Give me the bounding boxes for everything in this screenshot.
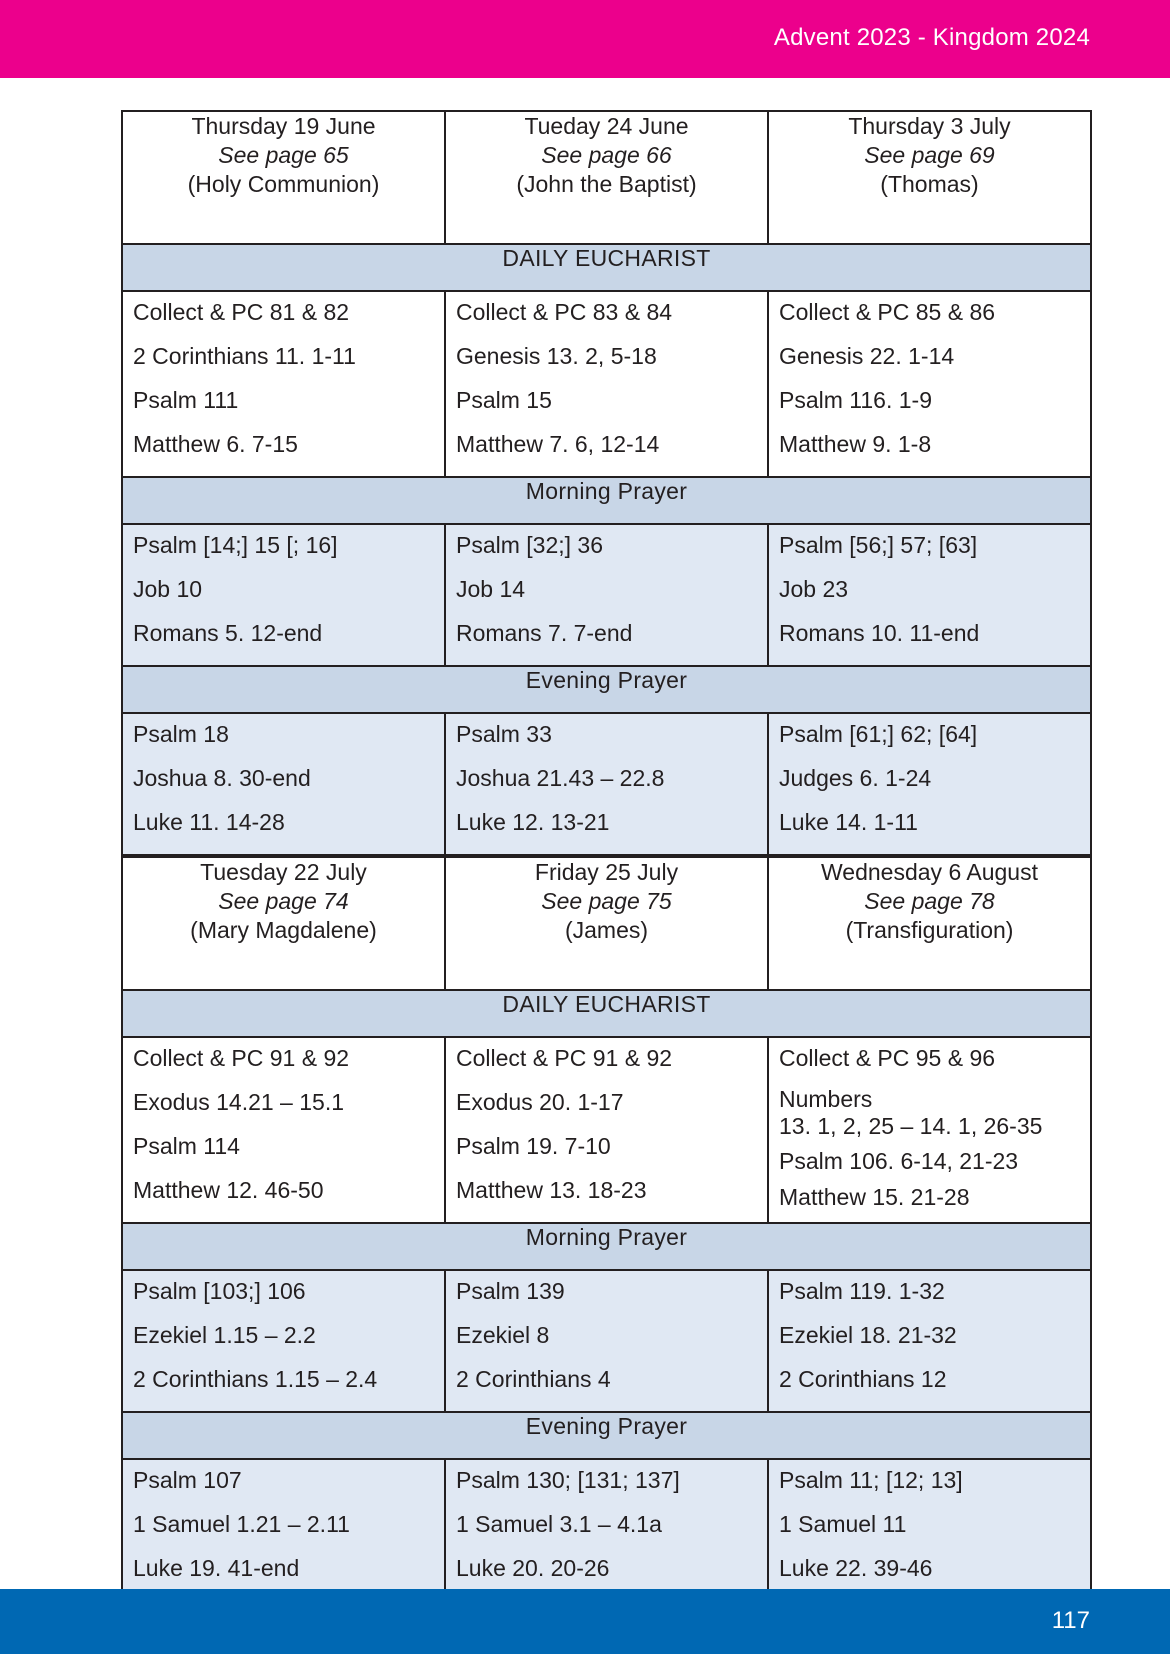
readings-cell — [445, 713, 768, 855]
reading: Genesis 22. 1-14 — [779, 343, 955, 369]
footer-band — [0, 1589, 1170, 1654]
reading: Psalm [56;] 57; [63] — [779, 532, 978, 558]
readings-cell — [445, 1037, 768, 1223]
reading: Collect & PC 83 & 84 — [456, 299, 673, 325]
morning-readings-row — [122, 524, 1091, 666]
header-title: Advent 2023 - Kingdom 2024 — [773, 24, 1090, 51]
reading: Psalm 33 — [456, 721, 552, 747]
day-date: Thursday 3 July — [848, 113, 1011, 139]
section-title: Evening Prayer — [122, 666, 1091, 713]
reading: Psalm [32;] 36 — [456, 532, 604, 558]
reading: Job 14 — [456, 576, 526, 602]
see-page: See page 66 — [541, 142, 672, 168]
eucharist-readings-row — [122, 291, 1091, 477]
reading: Luke 20. 20-26 — [456, 1555, 610, 1581]
reading: Joshua 8. 30-end — [133, 765, 311, 791]
morning-readings-row — [122, 1270, 1091, 1412]
reading: Psalm 107 — [133, 1467, 242, 1493]
evening-readings-row — [122, 713, 1091, 855]
reading: 2 Corinthians 4 — [456, 1366, 611, 1392]
day-header-row — [122, 111, 1091, 244]
reading: Matthew 7. 6, 12-14 — [456, 431, 660, 457]
readings-cell — [122, 291, 445, 477]
readings-cell — [445, 1270, 768, 1412]
day-date: Wednesday 6 August — [821, 859, 1038, 885]
reading: Psalm [14;] 15 [; 16] — [133, 532, 338, 558]
reading: Psalm 15 — [456, 387, 552, 413]
reading: Judges 6. 1-24 — [779, 765, 932, 791]
reading: Collect & PC 85 & 86 — [779, 299, 996, 325]
reading: Luke 14. 1-11 — [779, 809, 918, 835]
evening-readings-row — [122, 1459, 1091, 1601]
eucharist-readings-row — [122, 1037, 1091, 1223]
day-header — [768, 857, 1091, 990]
reading: 1 Samuel 3.1 – 4.1a — [456, 1511, 662, 1537]
see-page: See page 78 — [864, 888, 995, 914]
readings-cell — [768, 1037, 1091, 1223]
reading: Collect & PC 91 & 92 — [456, 1045, 673, 1071]
reading: Joshua 21.43 – 22.8 — [456, 765, 665, 791]
readings-cell — [768, 291, 1091, 477]
reading: Numbers — [779, 1086, 873, 1112]
reading: Ezekiel 1.15 – 2.2 — [133, 1322, 316, 1348]
reading: Psalm 111 — [133, 387, 239, 413]
reading: Romans 7. 7-end — [456, 620, 633, 646]
reading: Matthew 15. 21-28 — [779, 1184, 970, 1210]
reading: Exodus 14.21 – 15.1 — [133, 1089, 344, 1115]
reading: Romans 5. 12-end — [133, 620, 323, 646]
section-title: DAILY EUCHARIST — [122, 990, 1091, 1037]
readings-cell — [122, 1270, 445, 1412]
section-row-morning — [122, 1223, 1091, 1270]
reading: Psalm 106. 6-14, 21-23 — [779, 1148, 1019, 1174]
readings-cell — [445, 524, 768, 666]
section-row-morning — [122, 477, 1091, 524]
day-occasion: (James) — [564, 917, 649, 943]
readings-cell — [768, 524, 1091, 666]
section-title: Morning Prayer — [122, 477, 1091, 524]
readings-cell — [122, 524, 445, 666]
section-row-evening — [122, 666, 1091, 713]
see-page: See page 65 — [218, 142, 349, 168]
day-header — [122, 111, 445, 244]
readings-cell — [768, 1459, 1091, 1601]
see-page: See page 69 — [864, 142, 995, 168]
reading: Matthew 9. 1-8 — [779, 431, 932, 457]
reading: Matthew 12. 46-50 — [133, 1177, 324, 1203]
day-header — [768, 111, 1091, 244]
reading: Psalm 119. 1-32 — [779, 1278, 945, 1304]
reading: Matthew 13. 18-23 — [456, 1177, 647, 1203]
readings-cell — [768, 1270, 1091, 1412]
reading: Ezekiel 18. 21-32 — [779, 1322, 957, 1348]
reading: 2 Corinthians 12 — [779, 1366, 947, 1392]
reading: Exodus 20. 1-17 — [456, 1089, 624, 1115]
see-page: See page 75 — [541, 888, 672, 914]
reading: Romans 10. 11-end — [779, 620, 980, 646]
reading: Psalm 18 — [133, 721, 229, 747]
page-number: 117 — [1051, 1607, 1090, 1634]
reading: Luke 12. 13-21 — [456, 809, 610, 835]
day-occasion: (John the Baptist) — [516, 171, 697, 197]
day-header — [122, 857, 445, 990]
lectionary-table-1 — [121, 110, 1092, 856]
day-date: Friday 25 July — [534, 859, 679, 885]
reading: 1 Samuel 1.21 – 2.11 — [133, 1511, 350, 1537]
section-row-eucharist — [122, 244, 1091, 291]
day-occasion: (Thomas) — [880, 171, 979, 197]
section-row-evening — [122, 1412, 1091, 1459]
day-occasion: (Transfiguration) — [845, 917, 1014, 943]
section-title: DAILY EUCHARIST — [122, 244, 1091, 291]
reading: Genesis 13. 2, 5-18 — [456, 343, 657, 369]
section-row-eucharist — [122, 990, 1091, 1037]
reading: Matthew 6. 7-15 — [133, 431, 298, 457]
reading: Psalm [103;] 106 — [133, 1278, 306, 1304]
readings-cell — [445, 1459, 768, 1601]
reading: Psalm 11; [12; 13] — [779, 1467, 963, 1493]
reading: Collect & PC 95 & 96 — [779, 1045, 996, 1071]
section-title: Evening Prayer — [122, 1412, 1091, 1459]
day-header-row — [122, 857, 1091, 990]
readings-cell — [122, 713, 445, 855]
reading: Psalm 19. 7-10 — [456, 1133, 611, 1159]
reading: Collect & PC 81 & 82 — [133, 299, 350, 325]
readings-cell — [122, 1459, 445, 1601]
reading: Psalm 116. 1-9 — [779, 387, 932, 413]
reading: Luke 22. 39-46 — [779, 1555, 933, 1581]
day-date: Tuesday 22 July — [200, 859, 367, 885]
day-occasion: (Mary Magdalene) — [190, 917, 377, 943]
day-header — [445, 857, 768, 990]
readings-cell — [768, 713, 1091, 855]
reading: Job 10 — [133, 576, 203, 602]
reading: Luke 19. 41-end — [133, 1555, 300, 1581]
reading: Psalm 114 — [133, 1133, 240, 1159]
reading: Psalm 139 — [456, 1278, 565, 1304]
day-date: Thursday 19 June — [191, 113, 376, 139]
reading: 2 Corinthians 11. 1-11 — [133, 343, 356, 369]
reading: 1 Samuel 11 — [779, 1511, 907, 1537]
day-header — [445, 111, 768, 244]
reading: Luke 11. 14-28 — [133, 809, 285, 835]
header-band — [0, 0, 1170, 78]
day-date: Tueday 24 June — [524, 113, 689, 139]
section-title: Morning Prayer — [122, 1223, 1091, 1270]
reading: Psalm [61;] 62; [64] — [779, 721, 978, 747]
day-occasion: (Holy Communion) — [187, 171, 380, 197]
see-page: See page 74 — [218, 888, 349, 914]
readings-cell — [122, 1037, 445, 1223]
reading: 2 Corinthians 1.15 – 2.4 — [133, 1366, 378, 1392]
reading: 13. 1, 2, 25 – 14. 1, 26-35 — [779, 1113, 1043, 1139]
reading: Psalm 130; [131; 137] — [456, 1467, 680, 1493]
lectionary-table-2 — [121, 856, 1092, 1602]
readings-cell — [445, 291, 768, 477]
reading: Ezekiel 8 — [456, 1322, 550, 1348]
reading: Job 23 — [779, 576, 849, 602]
reading: Collect & PC 91 & 92 — [133, 1045, 350, 1071]
